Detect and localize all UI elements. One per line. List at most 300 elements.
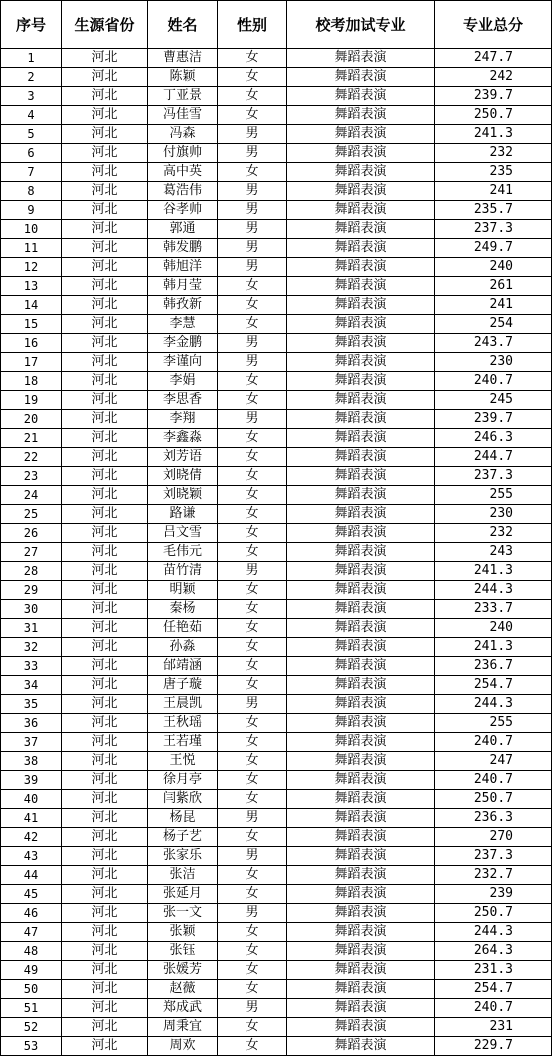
cell-total-score: 230 (435, 353, 552, 372)
cell-gender: 男 (218, 904, 287, 923)
cell-serial-number: 33 (1, 657, 62, 676)
cell-major: 舞蹈表演 (287, 486, 435, 505)
cell-gender: 女 (218, 961, 287, 980)
cell-gender: 男 (218, 999, 287, 1018)
cell-total-score: 233.7 (435, 600, 552, 619)
cell-major: 舞蹈表演 (287, 315, 435, 334)
table-row (1, 106, 552, 125)
table-row (1, 581, 552, 600)
cell-province: 河北 (62, 448, 148, 467)
cell-name: 冯森 (148, 125, 218, 144)
cell-name: 郑成武 (148, 999, 218, 1018)
cell-major: 舞蹈表演 (287, 809, 435, 828)
cell-major: 舞蹈表演 (287, 182, 435, 201)
cell-total-score: 237.3 (435, 220, 552, 239)
cell-gender: 女 (218, 87, 287, 106)
cell-name: 刘芳语 (148, 448, 218, 467)
cell-major: 舞蹈表演 (287, 201, 435, 220)
cell-gender: 女 (218, 372, 287, 391)
cell-name: 周欢 (148, 1037, 218, 1056)
table-row (1, 163, 552, 182)
cell-serial-number: 44 (1, 866, 62, 885)
cell-serial-number: 31 (1, 619, 62, 638)
table-row (1, 942, 552, 961)
cell-gender: 女 (218, 657, 287, 676)
cell-major: 舞蹈表演 (287, 68, 435, 87)
cell-name: 闫紫欣 (148, 790, 218, 809)
cell-serial-number: 51 (1, 999, 62, 1018)
cell-name: 张颖 (148, 923, 218, 942)
table-row (1, 866, 552, 885)
cell-name: 韩月莹 (148, 277, 218, 296)
cell-total-score: 236.3 (435, 809, 552, 828)
table-row (1, 562, 552, 581)
cell-serial-number: 52 (1, 1018, 62, 1037)
cell-gender: 女 (218, 505, 287, 524)
cell-gender: 男 (218, 847, 287, 866)
table-row (1, 467, 552, 486)
cell-major: 舞蹈表演 (287, 1037, 435, 1056)
cell-gender: 女 (218, 163, 287, 182)
cell-gender: 男 (218, 809, 287, 828)
cell-name: 李鑫淼 (148, 429, 218, 448)
cell-gender: 女 (218, 486, 287, 505)
table-row (1, 296, 552, 315)
cell-name: 任艳茹 (148, 619, 218, 638)
header-major: 校考加试专业 (287, 1, 435, 49)
cell-province: 河北 (62, 771, 148, 790)
cell-total-score: 229.7 (435, 1037, 552, 1056)
cell-province: 河北 (62, 505, 148, 524)
cell-major: 舞蹈表演 (287, 391, 435, 410)
table-row (1, 524, 552, 543)
cell-major: 舞蹈表演 (287, 239, 435, 258)
cell-province: 河北 (62, 999, 148, 1018)
cell-major: 舞蹈表演 (287, 1018, 435, 1037)
cell-serial-number: 11 (1, 239, 62, 258)
cell-major: 舞蹈表演 (287, 752, 435, 771)
cell-serial-number: 16 (1, 334, 62, 353)
cell-province: 河北 (62, 904, 148, 923)
cell-total-score: 255 (435, 714, 552, 733)
cell-gender: 男 (218, 695, 287, 714)
cell-province: 河北 (62, 296, 148, 315)
cell-serial-number: 6 (1, 144, 62, 163)
cell-serial-number: 22 (1, 448, 62, 467)
cell-total-score: 230 (435, 505, 552, 524)
cell-province: 河北 (62, 657, 148, 676)
cell-serial-number: 45 (1, 885, 62, 904)
cell-province: 河北 (62, 87, 148, 106)
cell-gender: 女 (218, 866, 287, 885)
cell-name: 张家乐 (148, 847, 218, 866)
table-row (1, 885, 552, 904)
cell-gender: 女 (218, 1018, 287, 1037)
table-row (1, 828, 552, 847)
header-name: 姓名 (148, 1, 218, 49)
cell-name: 高中英 (148, 163, 218, 182)
cell-serial-number: 24 (1, 486, 62, 505)
cell-name: 冯佳雪 (148, 106, 218, 125)
cell-major: 舞蹈表演 (287, 961, 435, 980)
cell-gender: 女 (218, 448, 287, 467)
cell-major: 舞蹈表演 (287, 999, 435, 1018)
cell-major: 舞蹈表演 (287, 334, 435, 353)
cell-province: 河北 (62, 315, 148, 334)
cell-serial-number: 47 (1, 923, 62, 942)
table-row (1, 733, 552, 752)
cell-serial-number: 3 (1, 87, 62, 106)
cell-name: 刘晓倩 (148, 467, 218, 486)
cell-name: 张媛芳 (148, 961, 218, 980)
cell-province: 河北 (62, 182, 148, 201)
cell-total-score: 247 (435, 752, 552, 771)
cell-serial-number: 5 (1, 125, 62, 144)
cell-major: 舞蹈表演 (287, 49, 435, 68)
cell-name: 王秋瑶 (148, 714, 218, 733)
cell-serial-number: 39 (1, 771, 62, 790)
cell-major: 舞蹈表演 (287, 714, 435, 733)
cell-total-score: 250.7 (435, 790, 552, 809)
table-row (1, 334, 552, 353)
cell-name: 付旗帅 (148, 144, 218, 163)
cell-total-score: 241.3 (435, 638, 552, 657)
cell-province: 河北 (62, 258, 148, 277)
cell-gender: 女 (218, 467, 287, 486)
cell-gender: 女 (218, 790, 287, 809)
cell-serial-number: 42 (1, 828, 62, 847)
cell-province: 河北 (62, 543, 148, 562)
table-row (1, 714, 552, 733)
cell-name: 谷孝帅 (148, 201, 218, 220)
cell-serial-number: 38 (1, 752, 62, 771)
cell-serial-number: 14 (1, 296, 62, 315)
cell-serial-number: 48 (1, 942, 62, 961)
cell-gender: 女 (218, 68, 287, 87)
cell-total-score: 254.7 (435, 980, 552, 999)
cell-province: 河北 (62, 885, 148, 904)
cell-gender: 女 (218, 296, 287, 315)
cell-serial-number: 50 (1, 980, 62, 999)
table-row (1, 619, 552, 638)
cell-gender: 男 (218, 125, 287, 144)
cell-serial-number: 29 (1, 581, 62, 600)
cell-province: 河北 (62, 752, 148, 771)
cell-serial-number: 9 (1, 201, 62, 220)
cell-name: 韩发鹏 (148, 239, 218, 258)
cell-total-score: 231.3 (435, 961, 552, 980)
cell-serial-number: 40 (1, 790, 62, 809)
cell-name: 路谦 (148, 505, 218, 524)
cell-province: 河北 (62, 391, 148, 410)
table-row (1, 695, 552, 714)
cell-province: 河北 (62, 163, 148, 182)
cell-name: 杨子艺 (148, 828, 218, 847)
cell-serial-number: 46 (1, 904, 62, 923)
cell-serial-number: 28 (1, 562, 62, 581)
cell-gender: 女 (218, 49, 287, 68)
cell-name: 苗竹清 (148, 562, 218, 581)
cell-gender: 女 (218, 1037, 287, 1056)
cell-major: 舞蹈表演 (287, 505, 435, 524)
table-row (1, 1018, 552, 1037)
cell-total-score: 264.3 (435, 942, 552, 961)
table-row (1, 87, 552, 106)
cell-total-score: 261 (435, 277, 552, 296)
cell-major: 舞蹈表演 (287, 467, 435, 486)
cell-province: 河北 (62, 239, 148, 258)
cell-gender: 男 (218, 201, 287, 220)
cell-gender: 男 (218, 334, 287, 353)
cell-total-score: 239.7 (435, 87, 552, 106)
cell-total-score: 249.7 (435, 239, 552, 258)
table-row (1, 201, 552, 220)
cell-province: 河北 (62, 1018, 148, 1037)
cell-gender: 男 (218, 562, 287, 581)
table-row (1, 125, 552, 144)
cell-gender: 女 (218, 315, 287, 334)
cell-total-score: 241.3 (435, 125, 552, 144)
cell-province: 河北 (62, 524, 148, 543)
cell-total-score: 232 (435, 524, 552, 543)
cell-gender: 女 (218, 771, 287, 790)
cell-gender: 女 (218, 619, 287, 638)
cell-serial-number: 23 (1, 467, 62, 486)
cell-major: 舞蹈表演 (287, 828, 435, 847)
cell-serial-number: 8 (1, 182, 62, 201)
cell-major: 舞蹈表演 (287, 676, 435, 695)
cell-serial-number: 27 (1, 543, 62, 562)
cell-name: 张一文 (148, 904, 218, 923)
cell-province: 河北 (62, 125, 148, 144)
cell-gender: 女 (218, 828, 287, 847)
cell-serial-number: 19 (1, 391, 62, 410)
table-row (1, 847, 552, 866)
cell-name: 徐月亭 (148, 771, 218, 790)
table-row (1, 961, 552, 980)
cell-province: 河北 (62, 714, 148, 733)
cell-serial-number: 49 (1, 961, 62, 980)
table-row (1, 676, 552, 695)
table-row (1, 353, 552, 372)
cell-serial-number: 2 (1, 68, 62, 87)
cell-gender: 女 (218, 581, 287, 600)
table-row (1, 505, 552, 524)
cell-name: 明颖 (148, 581, 218, 600)
cell-name: 曹惠洁 (148, 49, 218, 68)
cell-total-score: 241.3 (435, 562, 552, 581)
cell-major: 舞蹈表演 (287, 296, 435, 315)
header-province: 生源省份 (62, 1, 148, 49)
cell-gender: 女 (218, 714, 287, 733)
header-gender: 性别 (218, 1, 287, 49)
table-row (1, 904, 552, 923)
cell-province: 河北 (62, 353, 148, 372)
table-row (1, 239, 552, 258)
cell-gender: 女 (218, 942, 287, 961)
cell-name: 张洁 (148, 866, 218, 885)
cell-province: 河北 (62, 68, 148, 87)
cell-total-score: 237.3 (435, 467, 552, 486)
cell-province: 河北 (62, 942, 148, 961)
cell-total-score: 239 (435, 885, 552, 904)
cell-total-score: 270 (435, 828, 552, 847)
cell-serial-number: 43 (1, 847, 62, 866)
cell-province: 河北 (62, 866, 148, 885)
table-row (1, 657, 552, 676)
cell-gender: 男 (218, 353, 287, 372)
cell-major: 舞蹈表演 (287, 543, 435, 562)
cell-total-score: 240 (435, 619, 552, 638)
cell-name: 杨昆 (148, 809, 218, 828)
cell-gender: 女 (218, 543, 287, 562)
cell-major: 舞蹈表演 (287, 125, 435, 144)
cell-province: 河北 (62, 1037, 148, 1056)
cell-gender: 女 (218, 106, 287, 125)
cell-total-score: 254 (435, 315, 552, 334)
cell-major: 舞蹈表演 (287, 904, 435, 923)
table-row (1, 182, 552, 201)
cell-province: 河北 (62, 809, 148, 828)
table-row (1, 486, 552, 505)
table-row (1, 391, 552, 410)
cell-serial-number: 21 (1, 429, 62, 448)
cell-gender: 女 (218, 980, 287, 999)
cell-serial-number: 4 (1, 106, 62, 125)
cell-gender: 女 (218, 923, 287, 942)
cell-serial-number: 37 (1, 733, 62, 752)
cell-total-score: 245 (435, 391, 552, 410)
table-row (1, 980, 552, 999)
cell-total-score: 241 (435, 296, 552, 315)
cell-serial-number: 18 (1, 372, 62, 391)
cell-name: 孙淼 (148, 638, 218, 657)
cell-gender: 女 (218, 638, 287, 657)
cell-major: 舞蹈表演 (287, 847, 435, 866)
cell-total-score: 244.7 (435, 448, 552, 467)
cell-province: 河北 (62, 676, 148, 695)
cell-name: 张钰 (148, 942, 218, 961)
cell-name: 葛浩伟 (148, 182, 218, 201)
table-row (1, 543, 552, 562)
cell-province: 河北 (62, 695, 148, 714)
cell-province: 河北 (62, 106, 148, 125)
cell-province: 河北 (62, 562, 148, 581)
cell-name: 李娟 (148, 372, 218, 391)
table-row (1, 220, 552, 239)
cell-total-score: 240.7 (435, 771, 552, 790)
cell-gender: 女 (218, 429, 287, 448)
cell-name: 王悦 (148, 752, 218, 771)
cell-total-score: 244.3 (435, 695, 552, 714)
cell-name: 张延月 (148, 885, 218, 904)
cell-name: 吕文雪 (148, 524, 218, 543)
cell-province: 河北 (62, 961, 148, 980)
cell-total-score: 240.7 (435, 733, 552, 752)
cell-total-score: 231 (435, 1018, 552, 1037)
header-serial-number: 序号 (1, 1, 62, 49)
cell-name: 李金鹏 (148, 334, 218, 353)
cell-serial-number: 12 (1, 258, 62, 277)
table-row (1, 638, 552, 657)
cell-province: 河北 (62, 410, 148, 429)
cell-province: 河北 (62, 600, 148, 619)
cell-serial-number: 34 (1, 676, 62, 695)
cell-province: 河北 (62, 828, 148, 847)
cell-total-score: 255 (435, 486, 552, 505)
cell-major: 舞蹈表演 (287, 87, 435, 106)
table-row (1, 771, 552, 790)
cell-total-score: 236.7 (435, 657, 552, 676)
cell-province: 河北 (62, 581, 148, 600)
cell-name: 刘晓颖 (148, 486, 218, 505)
cell-serial-number: 32 (1, 638, 62, 657)
table-row (1, 49, 552, 68)
cell-total-score: 240.7 (435, 999, 552, 1018)
cell-name: 王若瑾 (148, 733, 218, 752)
cell-serial-number: 30 (1, 600, 62, 619)
cell-gender: 女 (218, 676, 287, 695)
cell-major: 舞蹈表演 (287, 942, 435, 961)
cell-total-score: 240 (435, 258, 552, 277)
cell-name: 周秉宜 (148, 1018, 218, 1037)
cell-total-score: 237.3 (435, 847, 552, 866)
cell-total-score: 247.7 (435, 49, 552, 68)
cell-province: 河北 (62, 429, 148, 448)
table-row (1, 410, 552, 429)
cell-total-score: 244.3 (435, 923, 552, 942)
cell-major: 舞蹈表演 (287, 980, 435, 999)
cell-gender: 女 (218, 885, 287, 904)
cell-major: 舞蹈表演 (287, 372, 435, 391)
cell-serial-number: 35 (1, 695, 62, 714)
cell-major: 舞蹈表演 (287, 638, 435, 657)
cell-province: 河北 (62, 847, 148, 866)
cell-name: 王晨凯 (148, 695, 218, 714)
table-row (1, 429, 552, 448)
cell-major: 舞蹈表演 (287, 619, 435, 638)
cell-total-score: 243 (435, 543, 552, 562)
table-row (1, 1037, 552, 1056)
cell-total-score: 250.7 (435, 106, 552, 125)
table-row (1, 144, 552, 163)
cell-major: 舞蹈表演 (287, 220, 435, 239)
cell-total-score: 235 (435, 163, 552, 182)
cell-gender: 男 (218, 220, 287, 239)
cell-name: 韩孜新 (148, 296, 218, 315)
cell-province: 河北 (62, 638, 148, 657)
cell-name: 郭通 (148, 220, 218, 239)
cell-total-score: 250.7 (435, 904, 552, 923)
cell-total-score: 232 (435, 144, 552, 163)
cell-total-score: 243.7 (435, 334, 552, 353)
table-row (1, 752, 552, 771)
cell-major: 舞蹈表演 (287, 885, 435, 904)
cell-major: 舞蹈表演 (287, 106, 435, 125)
cell-total-score: 246.3 (435, 429, 552, 448)
cell-serial-number: 25 (1, 505, 62, 524)
table-row (1, 923, 552, 942)
cell-major: 舞蹈表演 (287, 790, 435, 809)
cell-province: 河北 (62, 277, 148, 296)
cell-gender: 女 (218, 600, 287, 619)
cell-serial-number: 10 (1, 220, 62, 239)
table-row (1, 999, 552, 1018)
cell-total-score: 235.7 (435, 201, 552, 220)
cell-total-score: 242 (435, 68, 552, 87)
cell-province: 河北 (62, 980, 148, 999)
cell-major: 舞蹈表演 (287, 258, 435, 277)
